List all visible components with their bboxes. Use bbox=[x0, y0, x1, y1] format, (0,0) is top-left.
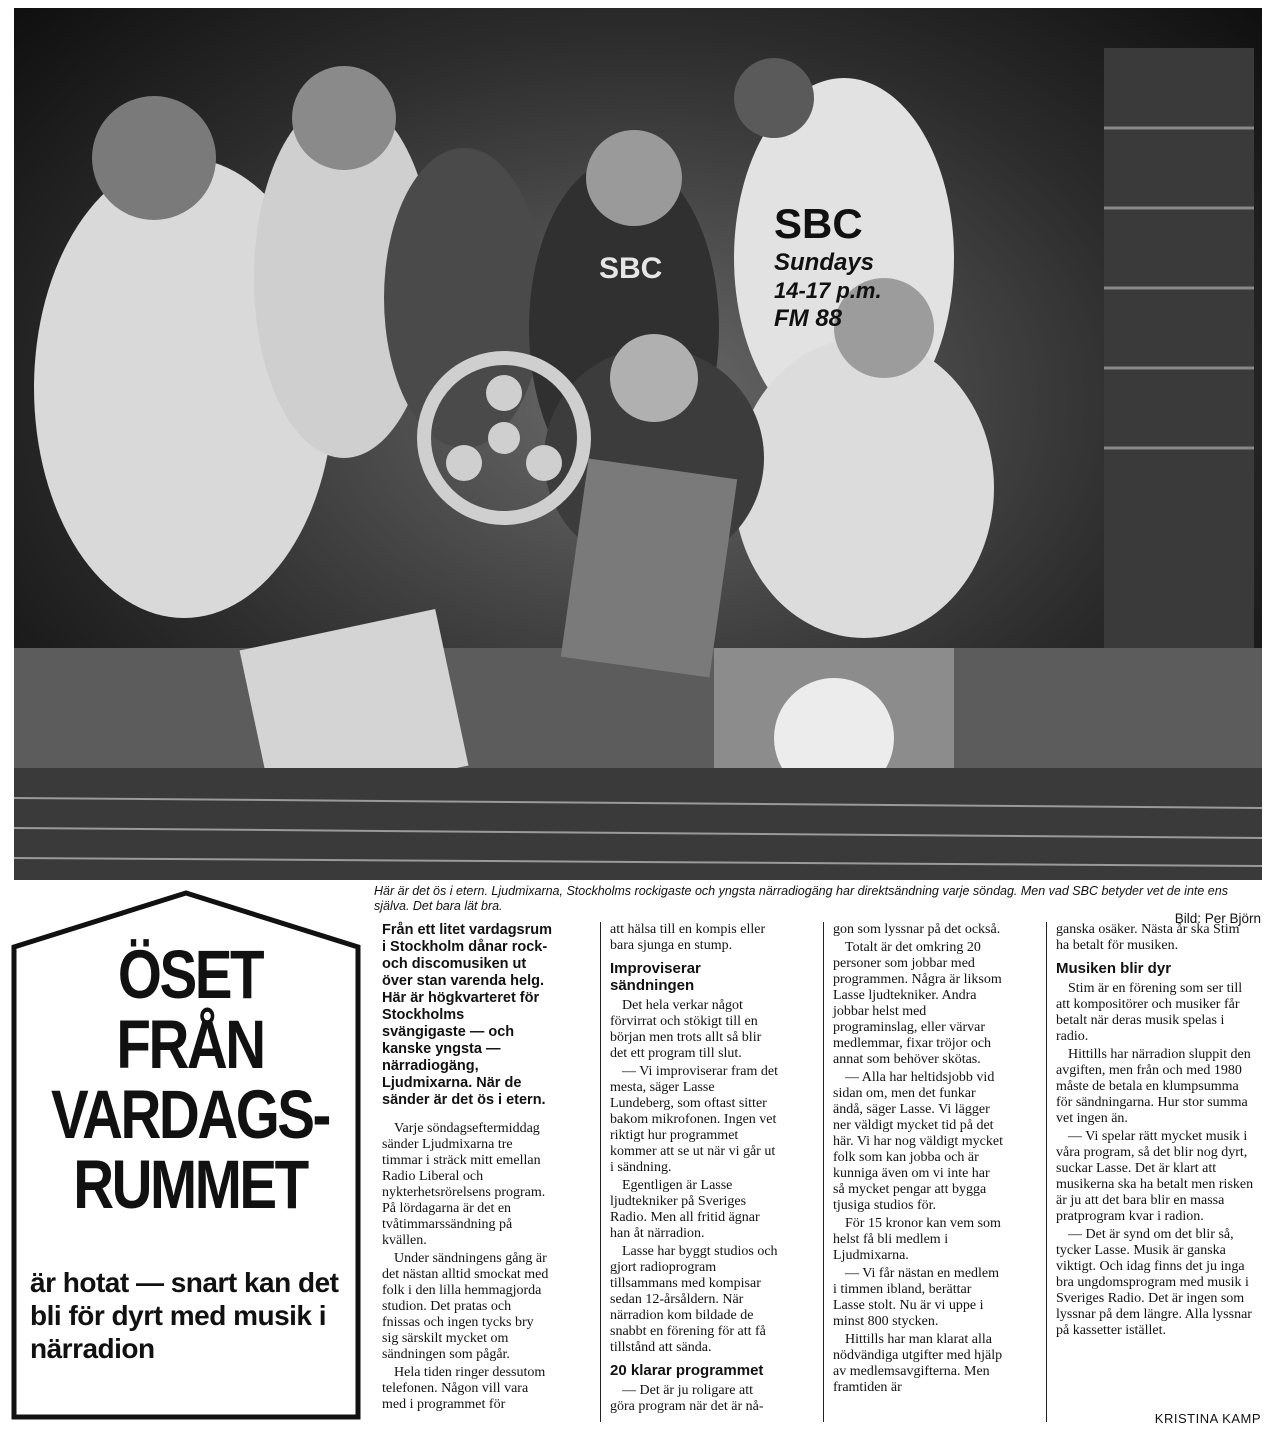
lead-paragraph: Från ett litet vardagsrum i Stockholm dånar rock- och discomusiken ut över stan varenda helg. Här är högkvarteret för Stockholms svängigaste — och kanske yngsta — närradiogäng, Ljudmixarna. När de sänder är det ös i etern. bbox=[382, 922, 553, 1108]
shirt-text-time: 14-17 p.m. bbox=[774, 278, 882, 303]
subheadline: är hotat — snart kan det bli för dyrt med musik i närradion bbox=[30, 1267, 339, 1364]
column-divider bbox=[1046, 922, 1047, 1422]
paragraph: Hittills har man klarat alla nödvändiga utgifter med hjälp av medlemsavgifterna. Men framtiden är bbox=[833, 1332, 1003, 1395]
paragraph: För 15 kronor kan vem som helst få bli medlem i Ljudmixarna. bbox=[833, 1216, 1001, 1263]
paragraph: Hittills har närradion sluppit den avgiften, men från och med 1980 måste de betala en klumpsumma för sändningarna. Hur stor summa vet ingen än. bbox=[1056, 1047, 1251, 1126]
paragraph: Totalt är det omkring 20 personer som jobbar med programmen. Några är liksom Lasse ljudtekniker. Andra jobbar helst med programinslag, eller värvar medlemmar, fixar tröjor och annat som behöver skötas. bbox=[833, 940, 1002, 1067]
photo-credit: Bild: Per Björn bbox=[1174, 911, 1261, 926]
article-column-1 bbox=[382, 922, 552, 1415]
shirt-text-sundays: Sundays bbox=[774, 249, 875, 276]
paragraph: att hälsa till en kompis eller bara sjunga en stump. bbox=[610, 922, 766, 953]
shirt-text-frequency: FM 88 bbox=[774, 305, 843, 332]
subheading: Improviserar sändningen bbox=[610, 960, 701, 994]
photo-caption: Här är det ös i etern. Ljudmixarna, Stockholms rockigaste och yngsta närradiogäng har direktsändning varje söndag. Men vad SBC betyder vet de inte ens själva. Det bara lät bra. bbox=[374, 884, 1228, 913]
paragraph: Lasse har byggt studios och gjort radioprogram tillsammans med kompisar sedan 12-årsåldern. När närradion kom bildade de snabbt en förening för att få tillstånd att sända. bbox=[610, 1244, 778, 1355]
column-divider bbox=[600, 922, 601, 1422]
byline: KRISTINA KAMP bbox=[1154, 1411, 1261, 1426]
paragraph: Egentligen är Lasse ljudtekniker på Sveriges Radio. Men all fritid ägnar han åt närradion. bbox=[610, 1178, 760, 1241]
paragraph: — Det är ju roligare att göra program när det är nå- bbox=[610, 1383, 764, 1414]
column-divider bbox=[823, 922, 824, 1422]
article-column-3 bbox=[833, 922, 1003, 1398]
paragraph: — Det är synd om det blir så, tycker Lasse. Musik är ganska viktigt. Och idag finns det ju inga bra ungdomsprogram med musik i Sveriges Radio. Det är ingen som lyssnar på dem längre. Alla lyssnar på kassetter istället. bbox=[1056, 1227, 1252, 1338]
article-column-2 bbox=[610, 922, 780, 1417]
paragraph: — Vi spelar rätt mycket musik i våra program, så det blir nog dyrt, suckar Lasse. Det är klart att musikerna ska ha betalt men risken är ju att det bara blir en massa pratprogram kvar i radion. bbox=[1056, 1129, 1254, 1224]
shirt-text-sbc: SBC bbox=[774, 200, 863, 247]
subheading: 20 klarar programmet bbox=[610, 1362, 764, 1379]
article-column-4 bbox=[1056, 922, 1256, 1341]
paragraph: ganska osäker. Nästa år ska Stim ha betalt för musiken. bbox=[1056, 922, 1240, 953]
paragraph: Varje söndagseftermiddag sänder Ljudmixarna tre timmar i sträck mitt emellan Radio Liberal och nykterhetsrörelsens program. På lördagarna är det en tvåtimmarssändning på kvällen. bbox=[382, 1121, 546, 1248]
paragraph: — Alla har heltidsjobb vid sidan om, men det funkar ändå, säger Lasse. Vi lägger ner väldigt mycket tid på det här. Vi har nog väldigt mycket folk som kan jobba och är kunniga även om vi inte har så mycket pengar att bygga tjusiga studios för. bbox=[833, 1070, 1003, 1213]
paragraph: Stim är en förening som ser till att kompositörer och musiker får betalt när deras musik spelas i radio. bbox=[1056, 981, 1243, 1044]
paragraph: Under sändningens gång är det nästan alltid smockat med folk i den lilla hemmagjorda studion. Det pratas och fnissas och ingen tycks bry sig särskilt mycket om sändningen som pågår. bbox=[382, 1251, 549, 1362]
article-photo bbox=[14, 8, 1262, 880]
paragraph: — Vi får nästan en medlem i timmen ibland, berättar Lasse stolt. Nu är vi uppe i minst 800 stycken. bbox=[833, 1266, 1000, 1329]
shirt-text-sbc-2: SBC bbox=[599, 252, 663, 285]
radio-studio-photo-icon bbox=[14, 8, 1262, 880]
paragraph: — Vi improviserar fram det mesta, säger Lasse Lundeberg, som oftast sitter bakom mikrofonen. Ingen vet riktigt hur programmet kommer att se ut när vi går ut i sändning. bbox=[610, 1064, 778, 1175]
headline: ÖSET FRÅN VARDAGS- RUMMET bbox=[51, 936, 329, 1223]
paragraph: gon som lyssnar på det också. bbox=[833, 922, 1001, 937]
paragraph: Hela tiden ringer dessutom telefonen. Någon vill vara med i programmet för bbox=[382, 1365, 546, 1412]
subheading: Musiken blir dyr bbox=[1056, 960, 1172, 977]
paragraph: Det hela verkar något förvirrat och stökigt till en början men trots allt så blir det ett program till slut. bbox=[610, 998, 762, 1061]
